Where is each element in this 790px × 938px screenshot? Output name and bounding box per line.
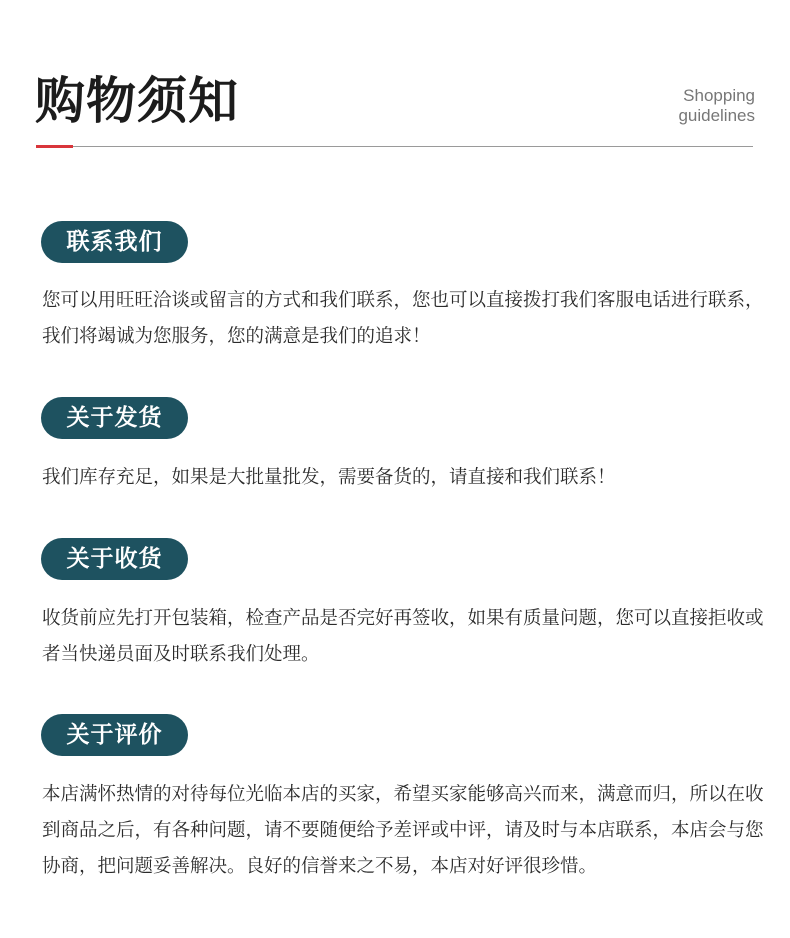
header-divider-accent <box>36 145 73 148</box>
page-subtitle <box>595 86 755 126</box>
section-body-shipping: 我们库存充足，如果是大批量批发，需要备货的，请直接和我们联系！ <box>42 467 616 488</box>
section-heading-receiving: 关于收货 <box>41 538 188 580</box>
section-heading-review: 关于评价 <box>41 714 188 756</box>
subtitle-line-2: guidelines <box>678 106 755 125</box>
section-heading-shipping: 关于发货 <box>41 397 188 439</box>
section-body-receiving: 收货前应先打开包装箱，检查产品是否完好再签收，如果有质量问题，您可以直接拒收或者当快递员面及时联系我们处理。 <box>42 608 764 665</box>
subtitle-line-1: Shopping <box>683 86 755 105</box>
header-divider <box>36 146 753 147</box>
section-body-contact: 您可以用旺旺洽谈或留言的方式和我们联系，您也可以直接拨打我们客服电话进行联系，我们将竭诚为您服务，您的满意是我们的追求！ <box>42 290 764 347</box>
page-title: 购物须知 <box>35 72 239 130</box>
section-body-review: 本店满怀热情的对待每位光临本店的买家，希望买家能够高兴而来，满意而归，所以在收到商品之后，有各种问题，请不要随便给予差评或中评，请及时与本店联系，本店会与您协商，把问题妥善解决。良好的信誉来之不易，本店对好评很珍惜。 <box>42 784 764 877</box>
section-heading-contact: 联系我们 <box>41 221 188 263</box>
